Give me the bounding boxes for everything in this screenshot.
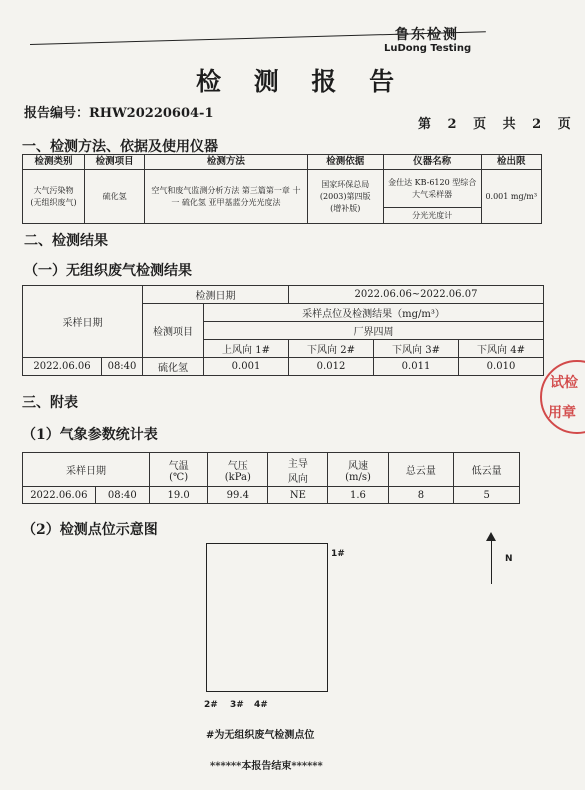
point-3-label: 3# [230, 700, 244, 710]
weather-wind-speed: 1.6 [328, 487, 388, 504]
boundary-label: 厂界四周 [204, 322, 544, 340]
detect-date-value: 2022.06.06~2022.06.07 [289, 286, 544, 304]
cell-method: 空气和废气监测分析方法 第三篇第一章 十一 硫化氢 亚甲基蓝分光光度法 [145, 170, 307, 224]
col-header-limit: 检出限 [481, 155, 541, 170]
weather-table-heading: （1）气象参数统计表 [22, 427, 158, 443]
north-arrow-shaft [491, 538, 492, 584]
section3-heading: 三、附表 [22, 395, 78, 411]
north-label: N [505, 554, 513, 564]
col-header-instrument: 仪器名称 [383, 155, 481, 170]
report-number: 报告编号：RHW20220604-1 [24, 106, 214, 121]
col-header-item: 检测项目 [85, 155, 145, 170]
point-header-1: 上风向 1# [204, 340, 289, 358]
weather-header-total-cloud: 总云量 [388, 453, 454, 487]
weather-time: 08:40 [95, 487, 149, 504]
cell-instrument-2: 分光光度计 [383, 208, 481, 224]
inspection-seal [540, 360, 585, 434]
detect-date-label: 检测日期 [143, 286, 289, 304]
weather-table [22, 452, 520, 504]
site-boundary [206, 543, 328, 692]
weather-pressure: 99.4 [208, 487, 268, 504]
col-header-basis: 检测依据 [307, 155, 383, 170]
section2-subheading: （一）无组织废气检测结果 [24, 263, 192, 279]
point-1-label: 1# [331, 549, 345, 559]
cell-limit: 0.001 mg/m³ [481, 170, 541, 224]
weather-low-cloud: 5 [454, 487, 520, 504]
point-header-2: 下风向 2# [289, 340, 374, 358]
cell-category: 大气污染物 (无组织废气) [23, 170, 85, 224]
document-title: 检 测 报 告 [196, 67, 407, 96]
point-2-label: 2# [204, 700, 218, 710]
page-indicator: 第 2 页 共 2 页 [418, 117, 571, 132]
weather-header-wind-dir: 主导 风向 [268, 453, 328, 487]
point-header-4: 下风向 4# [459, 340, 544, 358]
seal-text-2: 用章 [548, 405, 576, 421]
section1-heading: 一、检测方法、依据及使用仪器 [22, 139, 218, 155]
company-name-cn: 鲁东检测 [395, 27, 459, 43]
col-header-category: 检测类别 [23, 155, 85, 170]
weather-total-cloud: 8 [388, 487, 454, 504]
results-date-label: 采样日期 [23, 286, 143, 358]
results-table [22, 285, 544, 376]
cell-basis: 国家环保总局 (2003)第四版 (增补版) [307, 170, 383, 224]
report-end-marker: ******本报告结束****** [210, 761, 323, 772]
result-item: 硫化氢 [143, 358, 204, 376]
weather-wind-dir: NE [268, 487, 328, 504]
point-4-label: 4# [254, 700, 268, 710]
col-header-method: 检测方法 [145, 155, 307, 170]
weather-header-pressure: 气压 (kPa) [208, 453, 268, 487]
point-header-3: 下风向 3# [374, 340, 459, 358]
site-map-heading: （2）检测点位示意图 [22, 522, 158, 538]
result-value-4: 0.010 [459, 358, 544, 376]
result-date: 2022.06.06 [23, 358, 102, 376]
weather-header-low-cloud: 低云量 [454, 453, 520, 487]
section2-heading: 二、检测结果 [24, 233, 108, 249]
company-name-en: LuDong Testing [384, 43, 472, 54]
result-time: 08:40 [102, 358, 143, 376]
cell-item: 硫化氢 [85, 170, 145, 224]
results-item-label: 检测项目 [143, 304, 204, 358]
weather-header-wind-speed: 风速 (m/s) [328, 453, 388, 487]
weather-date: 2022.06.06 [23, 487, 96, 504]
seal-text-1: 试检 [550, 375, 578, 391]
result-value-2: 0.012 [289, 358, 374, 376]
cell-instrument-1: 金仕达 KB-6120 型综合大气采样器 [383, 170, 481, 208]
result-value-3: 0.011 [374, 358, 459, 376]
weather-temp: 19.0 [150, 487, 208, 504]
map-legend-note: #为无组织废气检测点位 [206, 730, 315, 741]
north-arrow-icon [486, 532, 496, 541]
method-table [22, 154, 542, 224]
weather-header-date: 采样日期 [23, 453, 150, 487]
results-unit-label: 采样点位及检测结果（mg/m³） [204, 304, 544, 322]
result-value-1: 0.001 [204, 358, 289, 376]
weather-header-temp: 气温 (℃) [150, 453, 208, 487]
